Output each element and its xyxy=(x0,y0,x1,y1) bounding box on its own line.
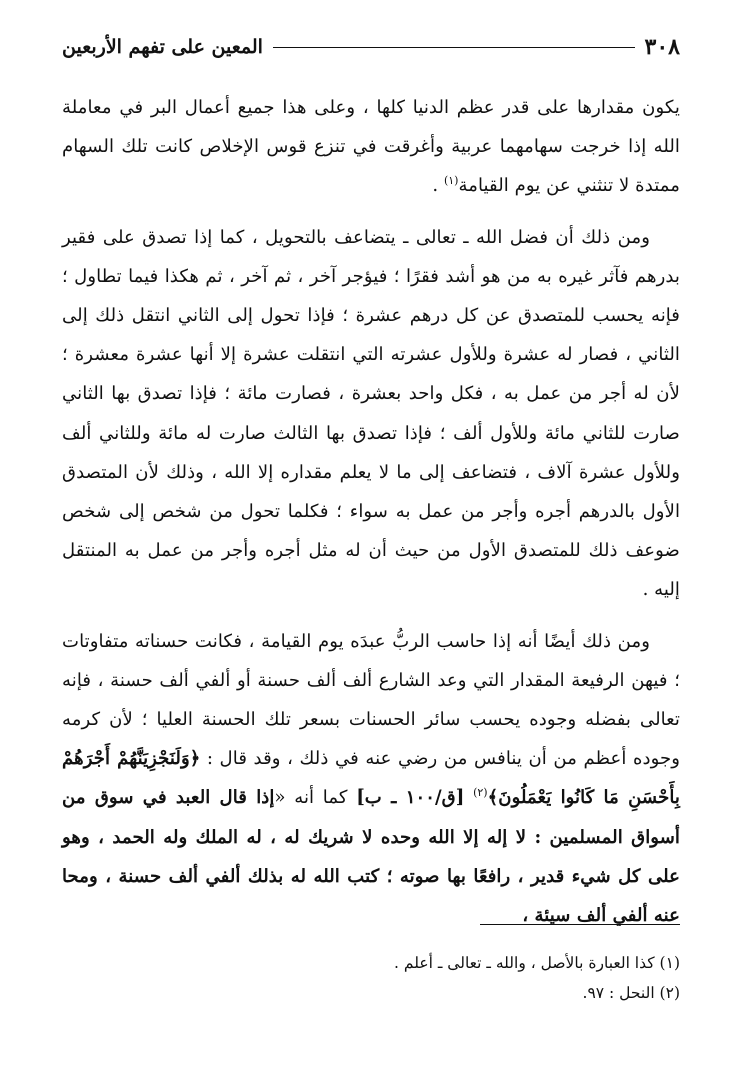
hadith-text: إذا قال العبد في سوق من أسواق المسلمين : لا إله إلا الله وحده لا شريك له ، له الملك وله الحمد ، وهو على كل شيء قدير ، رافعًا بها صوته ؛ كتب الله له بذلك ألفي ألف حسنة ، ومحا عنه ألفي ألف سيئة ، xyxy=(62,787,680,927)
paragraph-3: ومن ذلك أيضًا أنه إذا حاسب الربُّ عبدَه يوم القيامة ، فكانت حسناته متفاوتات ؛ فيهن الرفيعة المقدار التي وعد الشارع ألف ألف حسنة أو ألفي ألف حسنة ، فإنه تعالى بفضله وجوده يحسب سائر الحسنات بسعر تلك الحسنة العليا ؛ لأن كرمه وجوده أعظم من أن ينافس من رضي عنه في ذلك ، وقد قال : ﴿وَلَنَجْزِيَنَّهُمْ أَجْرَهُمْ بِأَحْسَنِ مَا كَانُوا يَعْمَلُونَ﴾$^{(٢)}$ [ق/١٠٠ ـ ب] كما أنه «إذا قال العبد في سوق من أسواق المسلمين : لا إله إلا الله وحده لا شريك له ، له الملك وله الحمد ، وهو على كل شيء قدير ، رافعًا بها صوته ؛ كتب الله له بذلك ألفي ألف حسنة ، ومحا عنه ألفي ألف سيئة ، xyxy=(62,630,680,927)
body-text xyxy=(62,88,680,935)
footnote-ref-1[interactable]: (١) xyxy=(443,174,459,188)
manuscript-ref: [ق/١٠٠ ـ ب] xyxy=(356,787,465,809)
paragraph-2: ومن ذلك أن فضل الله ـ تعالى ـ يتضاعف بالتحويل ، كما إذا تصدق على فقير بدرهم فآثر غيره به من هو أشد فقرًا ؛ فيؤجر آخر ، ثم آخر ، ثم هكذا فيما تطاول ؛ فإنه يحسب للمتصدق عن كل درهم عشرة ؛ فإذا تحول إلى الثاني انتقل ذلك إلى الثاني ، فصار له عشرة وللأول عشرته التي انتقلت عشرة إلا أنها عشرة معشرة ؛ لأن له أجر من عمل به ، فكل واحد بعشرة ، فصارت مائة ؛ فإذا تصدق بها الثاني صارت للثاني مائة وللأول ألف ؛ فإذا تصدق بها الثالث صارت له مائة وللثاني ألف وللأول عشرة آلاف ، فتضاعف إلى ما لا يعلم مقداره إلا الله ، وذلك لأن المتصدق الأول بالدرهم أجره وأجر من عمل به سواء ؛ فكلما تحول من شخص إلى شخص ضوعف ذلك للمتصدق الأول من حيث أن له مثل أجره وأجر من عمل به المنتقل إليه . xyxy=(62,226,680,601)
page-number: ٣٠٨ xyxy=(644,34,680,60)
quran-verse: ﴿وَلَنَجْزِيَنَّهُمْ أَجْرَهُمْ بِأَحْسَنِ مَا كَانُوا يَعْمَلُونَ﴾ xyxy=(62,748,680,809)
footnote-1: (١) كذا العبارة بالأصل ، والله ـ تعالى ـ أعلم . xyxy=(394,954,680,972)
footnote-separator xyxy=(480,924,680,925)
page-header xyxy=(62,30,680,64)
footnote-2: (٢) النحل : ٩٧. xyxy=(582,984,680,1002)
paragraph-1: يكون مقدارها على قدر عظم الدنيا كلها ، وعلى هذا جميع أعمال البر في معاملة الله إذا خرجت سهامهما عربية وأغرقت في تنزع قوس الإخلاص كانت تلك السهام ممتدة لا تنثني عن يوم القيامة$^{(١)}$ . xyxy=(62,97,680,197)
running-title: المعين على تفهم الأربعين xyxy=(62,36,263,58)
footnotes xyxy=(62,948,680,1008)
footnote-ref-2[interactable]: (٢) xyxy=(473,786,488,800)
header-rule xyxy=(273,47,635,48)
